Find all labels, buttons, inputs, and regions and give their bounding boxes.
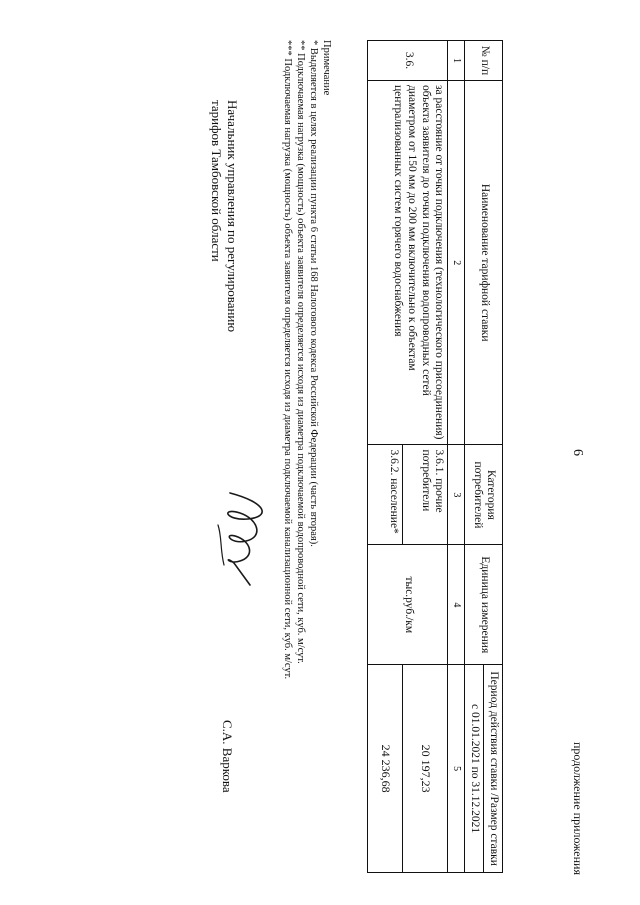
column-number: 4 <box>448 545 465 665</box>
note-item: ** Подключаемая нагрузка (мощность) объекта заявителя определяется исходя из диаметра подключаемой водопроводной сети, куб. м/сут. <box>294 40 306 664</box>
period-dates: с 01.01.2021 по 31.12.2021 <box>465 665 484 873</box>
note-item: * Выделяется в целях реализации пункта 6 статьи 168 Налогового кодекса Российской Федерации (часть вторая). <box>307 40 319 547</box>
row-category: 3.6.1. прочие потребители <box>403 445 448 545</box>
table-row <box>403 41 448 873</box>
col-header-unit: Единица измерения <box>465 545 503 665</box>
notes-section <box>281 40 334 860</box>
col-header-name: Наименование тарифной ставки <box>465 80 503 444</box>
row-tariff-name: за расстояние от точки подключения (технологического присоединения) объекта заявителя до точки подключения водопроводных сетей диаметром от 150 мм до 200 мм включительно к объектам централизованных систем горячего водоснабжения <box>368 80 448 444</box>
col-header-category: Категория потребителей <box>465 445 503 545</box>
column-number: 5 <box>448 665 465 873</box>
col-header-period: Период действия ставки /Размер ставки <box>484 665 503 873</box>
note-item: *** Подключаемая нагрузка (мощность) объекта заявителя определяется исходя из диаметра подключаемой канализационной сети, куб. м/сут. <box>281 40 293 680</box>
row-unit: тыс.руб./км <box>368 545 448 665</box>
column-number: 3 <box>448 445 465 545</box>
row-value: 24 236,68 <box>368 665 403 873</box>
notes-title: Примечание <box>321 40 332 96</box>
row-value: 20 197,23 <box>403 665 448 873</box>
column-number: 1 <box>448 41 465 81</box>
document-page <box>15 30 585 875</box>
handwritten-signature <box>210 485 280 595</box>
position-line: Начальник управления по регулированию <box>225 100 240 333</box>
position-line: тарифов Тамбовской области <box>208 100 224 262</box>
row-category: 3.6.2. население* <box>368 445 403 545</box>
column-number: 2 <box>448 80 465 444</box>
table-header-row <box>484 41 503 873</box>
row-number: 3.6. <box>368 41 448 81</box>
continuation-label: продолжение приложения <box>571 742 585 875</box>
tariff-table <box>367 40 503 873</box>
signatory-position <box>208 100 241 332</box>
page-number: 6 <box>570 449 585 456</box>
col-header-number: № п/п <box>465 41 503 81</box>
column-numbers-row <box>448 41 465 873</box>
signatory-name: С.А. Варкова <box>220 720 235 793</box>
